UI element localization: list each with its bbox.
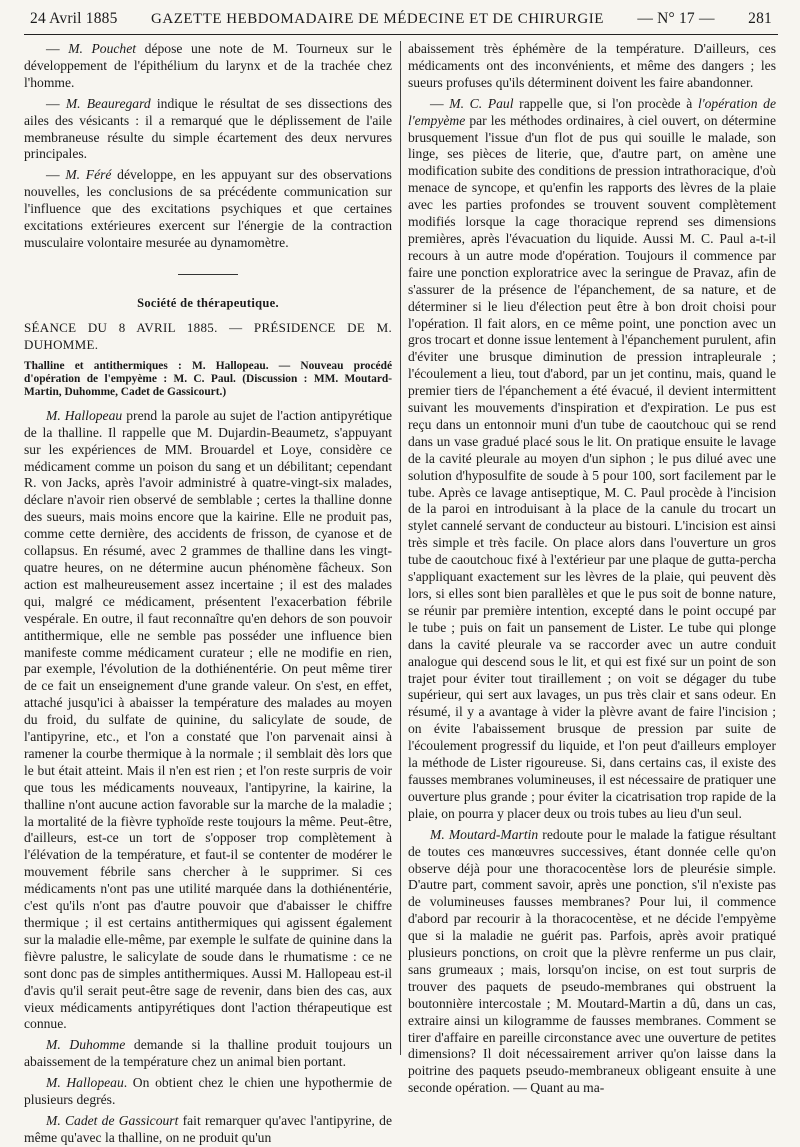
speaker-name: M. Hallopeau	[46, 1075, 124, 1091]
speaker-name: M. Hallopeau	[46, 407, 123, 423]
section-divider	[178, 274, 238, 275]
paragraph-text: . On obtient chez le chien une hypothermie de plusieurs degrés.	[24, 1075, 393, 1108]
speaker-name: M. Duhomme	[46, 1037, 126, 1053]
procedure-name: l'opération de l'empyème	[408, 95, 777, 128]
left-column	[24, 41, 393, 1145]
session-summary: Thalline et antithermiques : M. Hallopeau. — Nouveau procédé d'opération de l'empyème : M. C. Paul. (Discussion : MM. Moutard-Martin, Duhomme, Cadet de Gassicourt.)	[24, 359, 392, 399]
column-rule	[400, 41, 401, 1055]
paragraph-text: rappelle que, si l'on procède à	[513, 95, 698, 111]
paragraph-duhomme	[24, 1037, 392, 1071]
paragraph-moutard-martin	[408, 827, 776, 1098]
paragraph-text: par les méthodes ordinaires, à ciel ouvert, on détermine brusquement l'issue d'un flot de pus qui souille le malade, son linge, ses pièces de literie, que, d'autre part, on amène une modification subite des conditions de pression intrathoracique, d'où menace de syncope, et qu'enfin les rapports des lèvres de la plaie avec les parties profondes se trouvent souvent complètement modifiés lorsque la cage thoracique reprend ses dimensions premières, après l'évacuation du liquide. Aussi M. C. Paul a-t-il recours à un autre mode d'opération. Toujours il commence par faire une ponction exploratrice avec la seringue de Pravaz, afin de s'assurer de la présence de l'épanchement, de sa nature, et de déterminer si le lieu d'élection peut être à bon droit choisi pour l'opération. Il fait alors, en ce même point, une ponction avec un gros trocart et donne issue lentement à l'épanchement purulent, afin d'éviter une brusque diminution de pression intrapleurale ; l'écoulement a lieu, tout d'abord, par un jet continu, mais, quand le premier tiers de l'épanchement a été évacué, il devient intermittent suivant les mouvements d'inspiration et d'expiration. Le pus est reçu dans un entonnoir muni d'un tube de caoutchouc qui se rend dans un vase gradué placé sous le lit. On pratique ensuite le lavage de la cavité pleurale au moyen d'un siphon ; le pus dilué avec une solution d'hyposulfite de soude à 5 pour 100, sort facilement par le tube. Après ce lavage antiseptique, M. C. Paul procède à l'incision de la paroi en introduisant à la place de la canule du trocart un stylet cannelé servant de conducteur au bistouri. L'incision est ainsi très simple et très facile. On place alors dans l'ouverture un gros tube de caoutchouc fixé à l'extérieur par une plaque de gutta-percha s'appliquant exactement sur les lèvres de la plaie, qui peuvent dès lors, si elles sont bien parallèles et que le pus soit de bonne nature, se réunir par première intention, excepté dans le point occupé par le tube ; puis on fait un pansement de Lister. Le tube qui plonge dans la cavité pleurale va se raccorder avec un autre conduit analogue qui descend sous le lit, et qui est fixé sur un point de son trajet pour éviter tout tiraillement ; on voit se dégager du tube supérieur, qui sert aux lavages, un pus très clair et sans odeur. En résumé, il y a avantage à vider la plèvre avant de faire l'incision ; on évite l'abaissement brusque de pression par suite de l'écoulement progressif du liquide, et l'on peut d'ailleurs employer la méthode de Lister rigoureuse. Si, dans certains cas, il existe des fausses membranes volumineuses, il est nécessaire de pratiquer une ouverture plus grande ; pour éviter la cicatrisation trop rapide de la plaie, on pourra y placer deux ou trois tubes au lieu d'un seul.	[408, 112, 776, 821]
paragraph-hallopeau-reply	[24, 1075, 392, 1109]
paragraph-text: indique le résultat de ses dissections des ailes des vésicants : il a remarqué que le déplissement de l'aile membraneuse résulte du simple écartement des deux nervures principales.	[24, 95, 393, 162]
speaker-name: M. C. Paul	[449, 95, 514, 111]
speaker-name: M. Moutard-Martin	[430, 826, 539, 842]
header-journal-title: GAZETTE HEBDOMADAIRE DE MÉDECINE ET DE CHIRURGIE	[151, 11, 604, 27]
paragraph-text: développe, en les appuyant sur des observations nouvelles, les conclusions de sa précédente communication sur l'influence que des excitations psychiques et que certaines excitations extérieures exercent sur l'énergie de la contraction musculaire volontaire mesurée au dynamomètre.	[24, 167, 392, 250]
header-date: 24 Avril 1885	[30, 10, 118, 27]
paragraph-text: prend la parole au sujet de l'action antipyrétique de la thalline. Il rappelle que M. Dujardin-Beaumetz, s'appuyant sur les expériences de MM. Brouardel et Loye, considère ce médicament comme un poison du sang et un débilitant; cependant R. von Jacks, après l'avoir administré à quatre-vingt-six malades, déclare n'avoir rien observé de semblable ; certes la thalline donne des sueurs, mais moins encore que la kairine. Elle ne produit pas, comme cette dernière, des accidents de frisson, de cyanose et de collapsus. En résumé, avec 2 grammes de thalline dans les vingt-quatre heures, on ne détermine aucun phénomène fâcheux. Son action est malheureusement assez incertaine ; il est des malades qui, malgré ce médicament, présentent l'exacerbation fébrile vespérale. En outre, il faut reconnaître qu'en dehors de son pouvoir antithermique, elle ne semble pas posséder une influence bien manifeste comme médicament curateur ; elle ne modifie en rien, par exemple, l'évolution de la dothiénentérie. On peut même tirer de ce fait un enseignement d'une grande valeur. On s'est, en effet, attaché jusqu'ici à abaisser la température des malades au moyen du froid, du sulfate de quinine, du salicylate de soude, de l'antipyrine, etc., et l'on a constaté que l'on parvenait ainsi à ramener la courbe thermique à la normale ; il semblait dès lors que le but était atteint. Mais il n'en est rien ; et l'on reste surpris de voir que tous les médicaments nouveaux, l'antipyrine, la kairine, la thalline n'ont aucune action favorable sur la marche de la maladie ; la mortalité de la fièvre typhoïde reste toujours la même. Peut-être, d'ailleurs, est-ce un tort de s'opposer trop complètement à l'élévation de la température, et faut-il se contenter de modérer le mouvement fébrile sans chercher à le supprimer. Si ces médicaments n'ont pas une utilité marquée dans la dothiénentérie, c'est qu'ils n'ont pas d'autre pouvoir que d'abaisser le chiffre thermique ; il est certains antithermiques qui agissent également sur la maladie elle-même, par exemple le sulfate de quinine dans la fièvre palustre, le salicylate de soude dans le rhumatisme : ce ne sont donc pas de simples antithermiques. Aussi M. Hallopeau est-il d'avis qu'il serait peut-être sage de revenir, dans bien des cas, aux vieux médicaments antipyrétiques dont l'action thérapeutique est connue.	[24, 407, 392, 1032]
paragraph-continuation: abaissement très éphémère de la température. D'ailleurs, ces médicaments ont des inconvénients, et même des dangers ; les sueurs profuses qu'ils déterminent doivent les faire abandonner.	[408, 41, 776, 90]
dash: —	[430, 95, 450, 111]
speaker-name: M. Pouchet	[68, 41, 137, 56]
header-page-number: 281	[748, 10, 772, 27]
running-header	[24, 6, 778, 32]
paragraph-text: dépose une note de M. Tourneux sur le développement de l'épithélium du larynx et de la trachée chez l'homme.	[24, 41, 392, 90]
header-issue: — N° 17 —	[637, 10, 715, 27]
paragraph-text: fait remarquer qu'avec l'antipyrine, de même qu'avec la thalline, on ne produit qu'un	[24, 1112, 392, 1145]
paragraph-beauregard: — M. Beauregard indique le résultat de ses dissections des ailes des vésicants : il a remarqué que le déplissement de l'aile membraneuse résulte du simple écartement des deux nervures principales.	[24, 95, 393, 162]
paragraph-cadet	[24, 1113, 392, 1147]
right-column	[408, 41, 777, 1096]
text-columns	[24, 41, 778, 1145]
seance-heading: SÉANCE DU 8 AVRIL 1885. — PRÉSIDENCE DE M. DUHOMME.	[24, 319, 392, 352]
paragraph-hallopeau	[24, 408, 392, 1034]
paragraph-text: demande si la thalline produit toujours un abaissement de la température chez un animal bien portant.	[24, 1037, 393, 1070]
speaker-name: M. Cadet de Gassicourt	[46, 1112, 179, 1128]
paragraph-paul	[408, 96, 776, 823]
paragraph-fere: — M. Féré développe, en les appuyant sur des observations nouvelles, les conclusions de sa précédente communication sur l'influence que des excitations psychiques et que certaines excitations extérieures exercent sur l'énergie de la contraction musculaire volontaire mesurée au dynamomètre.	[24, 167, 392, 250]
speaker-name: M. Féré	[65, 167, 112, 183]
paragraph-text: redoute pour le malade la fatigue résultant de toutes ces manœuvres successives, étant donnée celle qu'on observe déjà pour une thoracocentèse lors de pleurésie simple. D'autre part, comment savoir, après une ponction, s'il n'existe pas de volumineuses fausses membranes? Pour lui, il commence d'abord par recourir à la thoracocentèse, et ne décide l'empyème que si la maladie ne guérit pas. Parfois, après avoir pratiqué plusieurs ponctions, on croit que la plèvre renferme un pus clair, sans grumeaux ; mais, lorsqu'on incise, on est tout surpris de trouver des paquets de pseudo-membranes qui obstruent la boutonnière intercostale ; M. Moutard-Martin a dû, dans un cas, extraire ainsi un kilogramme de fausses membranes. Comment se tirer d'affaire en pareille circonstance avec une ouverture de petites dimensions? Il doit nécessairement arriver qu'on laisse dans la poitrine des paquets pseudo-membraneux obligeant ensuite à une seconde opération. — Quant au ma-	[408, 826, 776, 1096]
paragraph-pouchet: — M. Pouchet dépose une note de M. Tourneux sur le développement de l'épithélium du larynx et de la trachée chez l'homme.	[24, 41, 392, 90]
header-rule	[24, 34, 778, 35]
section-title: Société de thérapeutique.	[137, 295, 279, 310]
speaker-name: M. Beauregard	[65, 95, 151, 111]
